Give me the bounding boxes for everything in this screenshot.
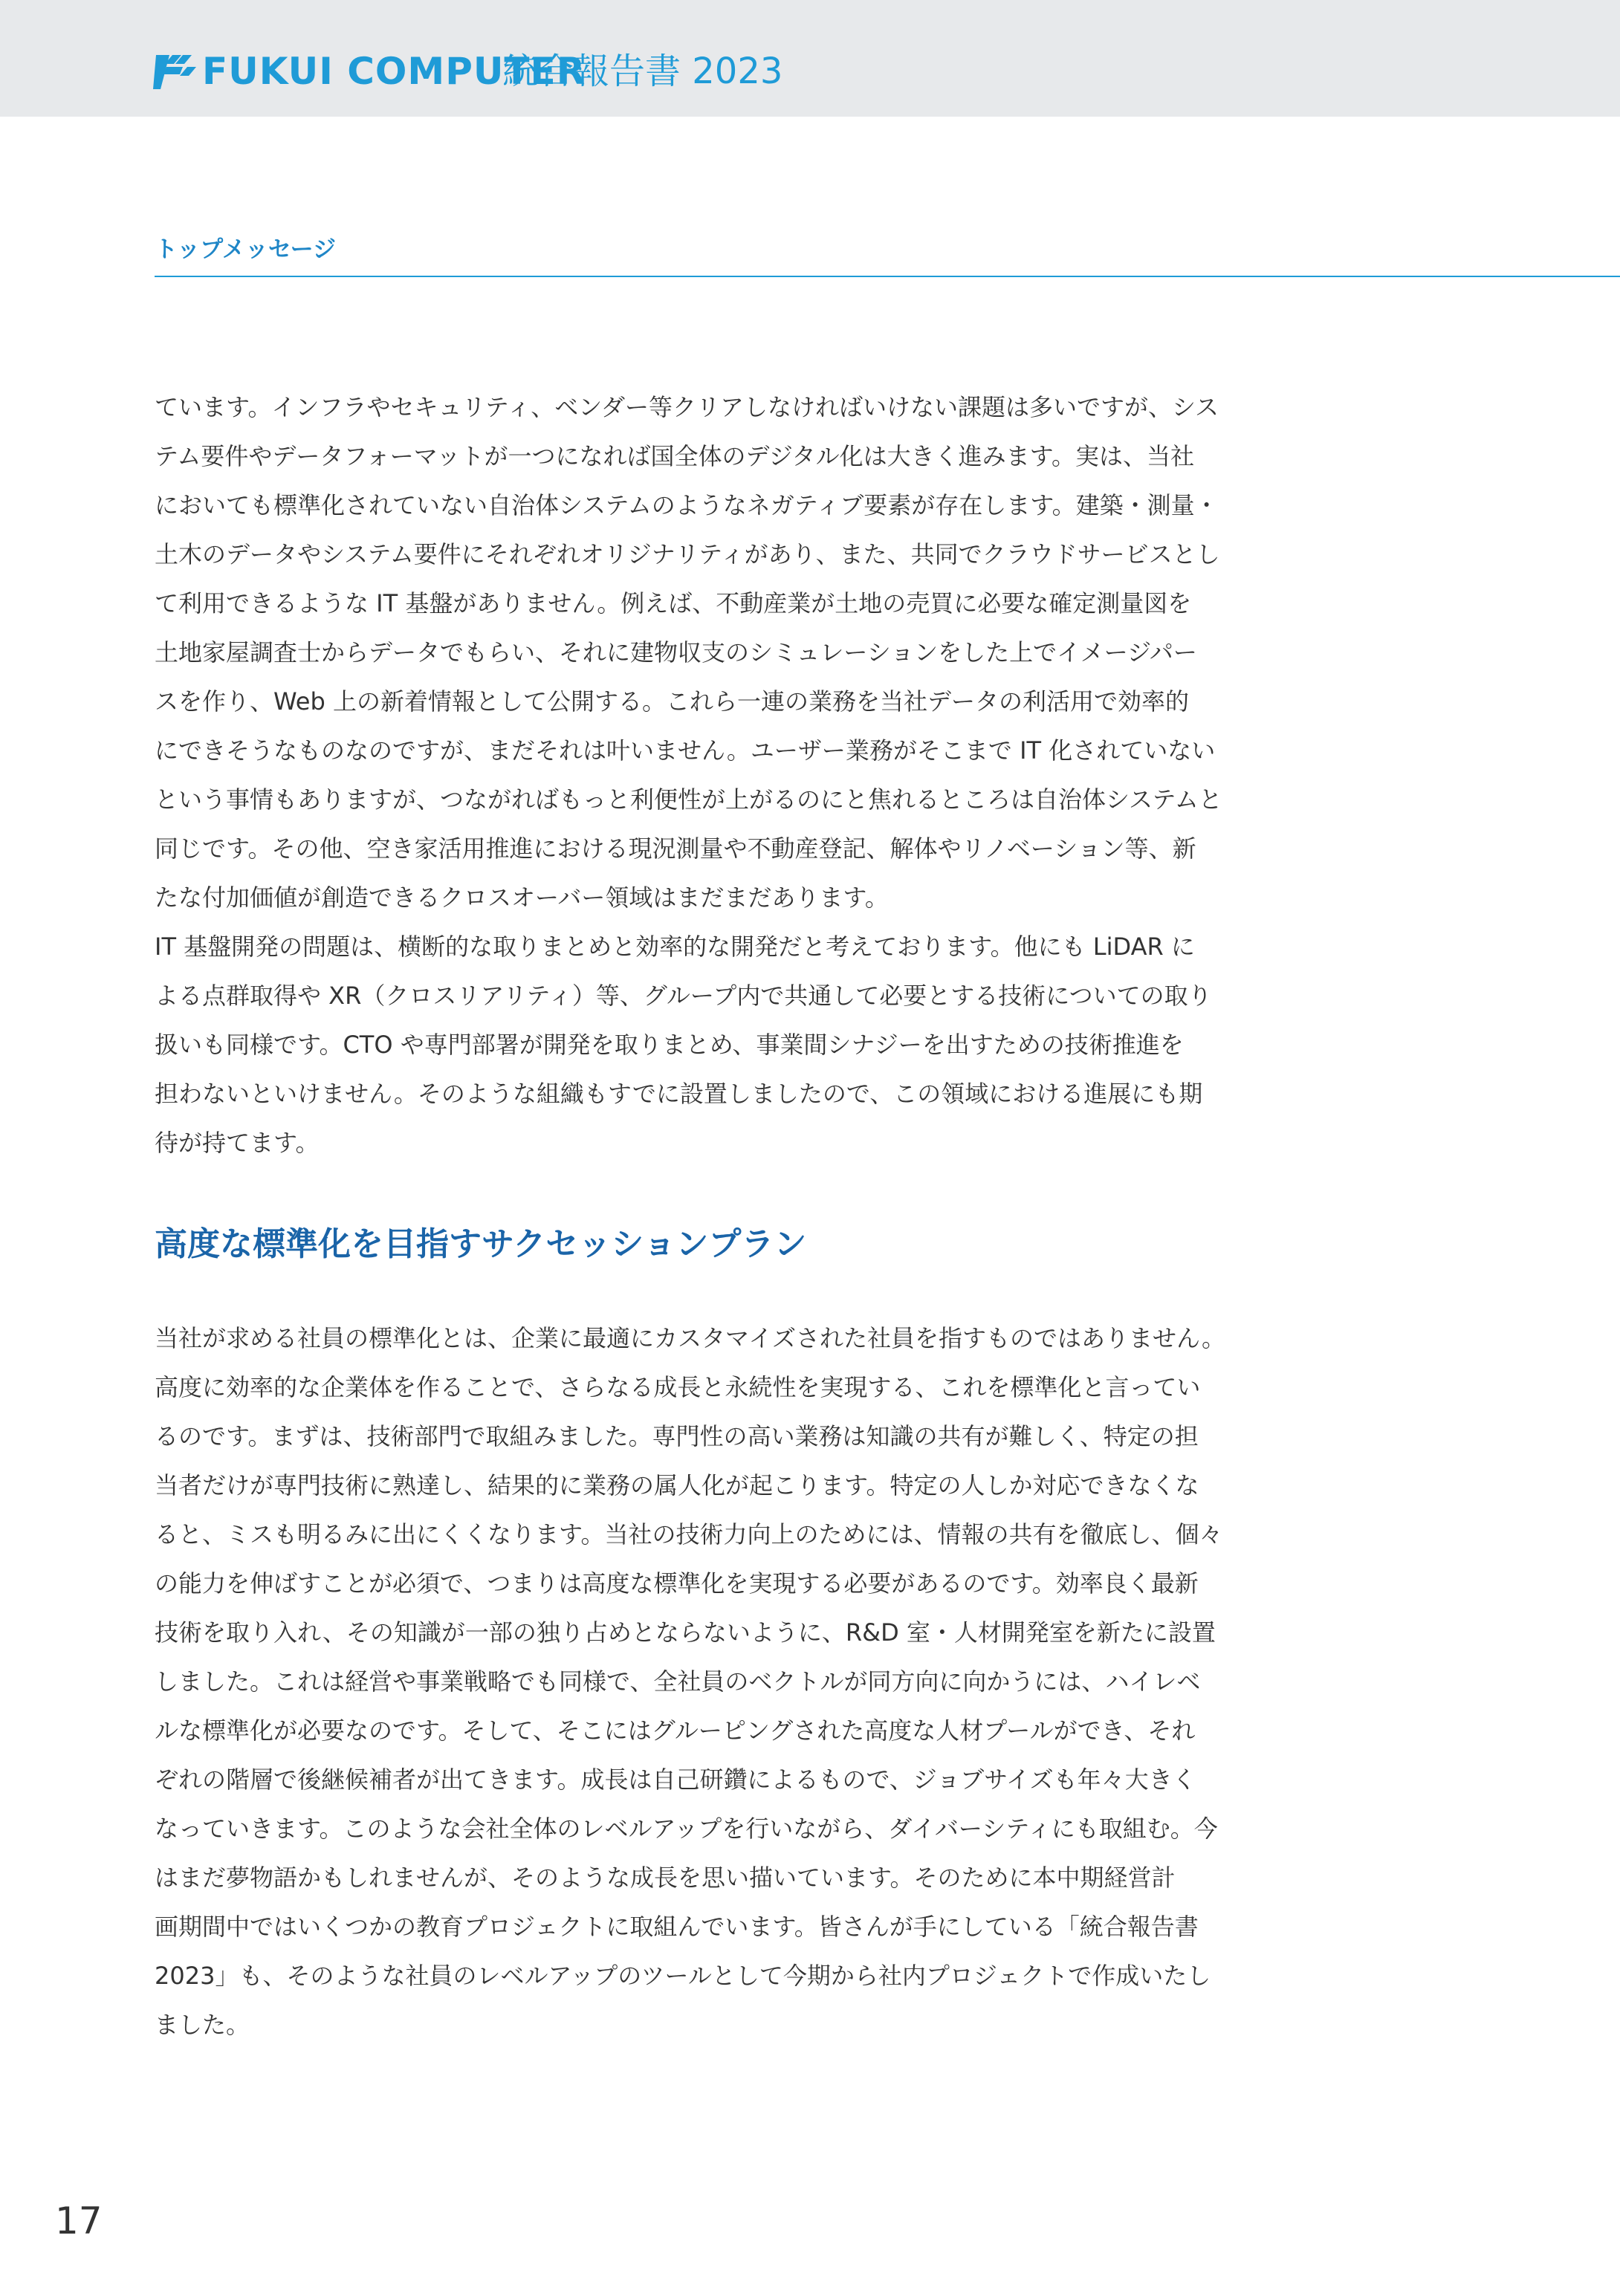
text-line: ました。: [155, 2011, 250, 2039]
section-label: トップメッセージ: [155, 236, 336, 263]
text-line: 土地家屋調査士からデータでもらい、それに建物収支のシミュレーションをした上でイメージパー: [155, 638, 1197, 667]
text-line: 当社が求める社員の標準化とは、企業に最適にカスタマイズされた社員を指すものではありません。: [155, 1324, 1225, 1352]
text-line: たな付加価値が創造できるクロスオーバー領域はまだまだあります。: [155, 883, 889, 912]
section-subheading: 高度な標準化を目指すサクセッションプラン: [155, 1225, 807, 1263]
text-line: 画期間中ではいくつかの教育プロジェクトに取組んでいます。皆さんが手にしている「統合報告書: [155, 1913, 1199, 1941]
text-line: にできそうなものなのですが、まだそれは叶いません。ユーザー業務がそこまで IT 化されていない: [155, 736, 1216, 765]
paragraph: [155, 1314, 1225, 2049]
text-line: よる点群取得や XR（クロスリアリティ）等、グループ内で共通して必要とする技術についての取り: [155, 982, 1212, 1010]
text-line: 2023」も、そのような社員のレベルアップのツールとして今期から社内プロジェクトで作成いたし: [155, 1962, 1211, 1990]
text-line: においても標準化されていない自治体システムのようなネガティブ要素が存在します。建築・測量・: [155, 491, 1219, 519]
body-text-bottom: [155, 1314, 1225, 2049]
brand-name: FUKUI COMPUTER: [202, 50, 586, 93]
text-line: IT 基盤開発の問題は、横断的な取りまとめと効率的な開発だと考えております。他にも LiDAR に: [155, 933, 1195, 961]
paragraph: [155, 922, 1217, 1167]
text-line: るのです。まずは、技術部門で取組みました。専門性の高い業務は知識の共有が難しく、特定の担: [155, 1422, 1199, 1450]
text-line: 当者だけが専門技術に熟達し、結果的に業務の属人化が起こります。特定の人しか対応できなくな: [155, 1471, 1199, 1499]
text-line: 技術を取り入れ、その知識が一部の独り占めとならないように、R&D 室・人材開発室を新たに設置: [155, 1618, 1216, 1647]
text-line: の能力を伸ばすことが必須で、つまりは高度な標準化を実現する必要があるのです。効率良く最新: [155, 1569, 1199, 1598]
text-line: ています。インフラやセキュリティ、ベンダー等クリアしなければいけない課題は多いですが、シス: [155, 393, 1219, 421]
text-line: という事情もありますが、つながればもっと利便性が上がるのにと焦れるところは自治体システムと: [155, 785, 1222, 814]
text-line: 同じです。その他、空き家活用推進における現況測量や不動産登記、解体やリノベーション等、新: [155, 834, 1196, 863]
text-line: しました。これは経営や事業戦略でも同様で、全社員のベクトルが同方向に向かうには、ハイレベ: [155, 1667, 1201, 1696]
page-header: [0, 0, 1620, 117]
fukui-computer-logo-icon: [153, 53, 196, 91]
report-title: 統合報告書 2023: [502, 51, 783, 92]
text-line: ルな標準化が必要なのです。そして、そこにはグルーピングされた高度な人材プールができ、それ: [155, 1716, 1196, 1745]
text-line: 土木のデータやシステム要件にそれぞれオリジナリティがあり、また、共同でクラウドサービスとし: [155, 540, 1220, 568]
text-line: テム要件やデータフォーマットが一つになれば国全体のデジタル化は大きく進みます。実は、当社: [155, 442, 1195, 470]
text-line: 待が持てます。: [155, 1129, 320, 1157]
page-number: 17: [55, 2199, 103, 2243]
text-line: 担わないといけません。そのような組織もすでに設置しましたので、この領域における進展にも期: [155, 1080, 1203, 1108]
text-line: 高度に効率的な企業体を作ることで、さらなる成長と永続性を実現する、これを標準化と言ってい: [155, 1373, 1201, 1401]
body-text-top: [155, 383, 1222, 1167]
text-line: スを作り、Web 上の新着情報として公開する。これら一連の業務を当社データの利活用で効率的: [155, 687, 1189, 716]
text-line: て利用できるような IT 基盤がありません。例えば、不動産業が土地の売買に必要な確定測量図を: [155, 589, 1192, 617]
section-divider: [155, 276, 1620, 277]
text-line: ぞれの階層で後継候補者が出てきます。成長は自己研鑽によるもので、ジョブサイズも年々大きく: [155, 1765, 1196, 1794]
text-line: 扱いも同様です。CTO や専門部署が開発を取りまとめ、事業間シナジーを出すための技術推進を: [155, 1031, 1184, 1059]
text-line: なっていきます。このような会社全体のレベルアップを行いながら、ダイバーシティにも取組む。今: [155, 1815, 1218, 1843]
text-line: ると、ミスも明るみに出にくくなります。当社の技術力向上のためには、情報の共有を徹底し、個々: [155, 1520, 1223, 1548]
paragraph: [155, 383, 1222, 922]
text-line: はまだ夢物語かもしれませんが、そのような成長を思い描いています。そのために本中期経営計: [155, 1864, 1176, 1892]
